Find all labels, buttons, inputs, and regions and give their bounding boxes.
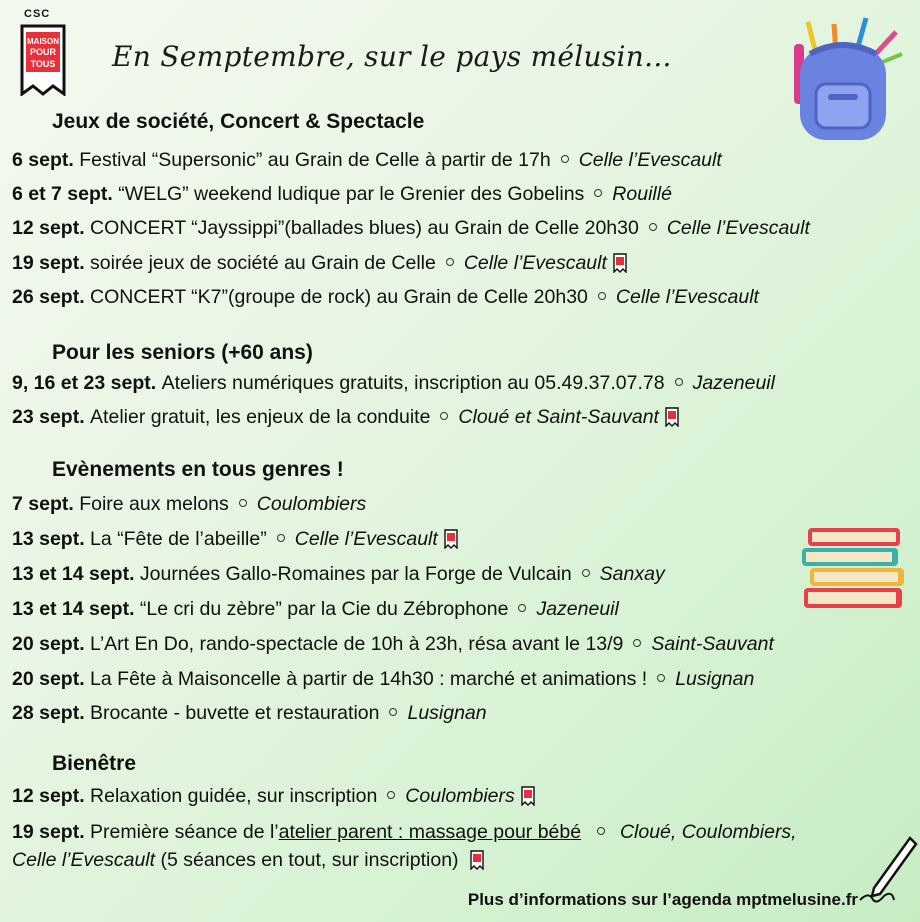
bullet-separator xyxy=(239,499,247,507)
event-place: Coulombiers xyxy=(256,493,367,515)
bullet-separator xyxy=(389,708,397,716)
event-text: Brocante - buvette et restauration xyxy=(90,702,380,724)
bullet-separator xyxy=(561,155,569,163)
event-date: 20 sept. xyxy=(12,668,91,690)
event-place-line2: Celle l’Evescault xyxy=(12,849,156,871)
event-place: Jazeneuil xyxy=(536,598,619,620)
event-place: Lusignan xyxy=(407,702,487,724)
bullet-separator xyxy=(440,412,448,420)
event-place: Cloué et Saint-Sauvant xyxy=(458,406,659,428)
event-text: “Le cri du zèbre” par la Cie du Zébrophone xyxy=(139,598,509,620)
event-place: Jazeneuil xyxy=(692,372,775,394)
footer-info: Plus d’informations sur l’agenda mptmelusine.fr xyxy=(467,890,858,909)
event-text: CONCERT “K7”(groupe de rock) au Grain de Celle 20h30 xyxy=(90,286,588,308)
event-place: Celle l’Evescault xyxy=(615,286,759,308)
event-date: 13 et 14 sept. xyxy=(12,563,140,585)
svg-text:POUR: POUR xyxy=(29,47,57,57)
event-text: La “Fête de l’abeille” xyxy=(90,528,267,550)
event-text: soirée jeux de société au Grain de Celle xyxy=(90,252,436,274)
bullet-separator xyxy=(387,791,395,799)
event-date: 9, 16 et 23 sept. xyxy=(12,372,162,394)
event-date: 6 et 7 sept. xyxy=(12,183,119,205)
event-text-after: (5 séances en tout, sur inscription) xyxy=(160,849,459,871)
bullet-separator xyxy=(597,827,605,835)
event-date: 19 sept. xyxy=(12,821,91,843)
event-row xyxy=(12,371,775,395)
event-row xyxy=(12,405,679,429)
event-place: Rouillé xyxy=(612,183,672,205)
event-text: Ateliers numériques gratuits, inscription au 05.49.37.07.78 xyxy=(161,372,665,394)
event-text-underlined: atelier parent : massage pour bébé xyxy=(278,821,582,843)
event-place: Celle l’Evescault xyxy=(578,149,722,171)
event-date: 20 sept. xyxy=(12,633,91,655)
event-date: 13 et 14 sept. xyxy=(12,598,140,620)
event-row xyxy=(12,216,810,240)
svg-text:TOUS: TOUS xyxy=(30,59,56,69)
event-text: La Fête à Maisoncelle à partir de 14h30 : marché et animations ! xyxy=(90,668,648,690)
event-row xyxy=(12,597,619,621)
bullet-separator xyxy=(657,674,665,682)
csc-mini-logo-icon xyxy=(665,405,679,427)
event-text: Foire aux melons xyxy=(79,493,229,515)
event-row xyxy=(12,251,627,275)
backpack-icon xyxy=(786,14,906,144)
event-date: 19 sept. xyxy=(12,252,91,274)
section-title-seniors: Pour les seniors (+60 ans) xyxy=(52,341,313,364)
event-text: L’Art En Do, rando-spectacle de 10h à 23h, résa avant le 13/9 xyxy=(90,633,624,655)
event-row xyxy=(12,701,487,725)
event-date: 6 sept. xyxy=(12,149,80,171)
event-text: CONCERT “Jayssippi”(ballades blues) au Grain de Celle 20h30 xyxy=(90,217,639,239)
event-text: Atelier gratuit, les enjeux de la conduite xyxy=(90,406,431,428)
event-date: 28 sept. xyxy=(12,702,91,724)
bullet-separator xyxy=(675,378,683,386)
event-row xyxy=(12,285,759,309)
event-date: 12 sept. xyxy=(12,217,91,239)
logo-badge-icon xyxy=(20,24,66,96)
bullet-separator xyxy=(633,639,641,647)
event-date: 12 sept. xyxy=(12,785,91,807)
bullet-separator xyxy=(518,604,526,612)
event-row xyxy=(12,182,672,206)
csc-mini-logo-icon xyxy=(470,848,484,870)
event-date: 26 sept. xyxy=(12,286,91,308)
event-place: Sanxay xyxy=(599,563,665,585)
event-text: Journées Gallo-Romaines par la Forge de Vulcain xyxy=(139,563,572,585)
event-row-atelier-parent xyxy=(12,820,797,844)
bullet-separator xyxy=(649,223,657,231)
section-title-jeux: Jeux de société, Concert & Spectacle xyxy=(52,110,425,133)
csc-mini-logo-icon xyxy=(444,527,458,549)
event-row xyxy=(12,784,535,808)
event-text: Relaxation guidée, sur inscription xyxy=(90,785,378,807)
csc-mini-logo-icon xyxy=(613,251,627,273)
csc-logo xyxy=(20,8,68,94)
bullet-separator xyxy=(582,569,590,577)
event-date: 13 sept. xyxy=(12,528,91,550)
bullet-separator xyxy=(446,258,454,266)
event-place: Celle l’Evescault xyxy=(294,528,438,550)
event-place: Celle l’Evescault xyxy=(463,252,607,274)
event-row xyxy=(12,667,754,691)
event-row xyxy=(12,492,366,516)
books-stack-icon xyxy=(800,520,910,615)
event-row xyxy=(12,562,665,586)
pencil-icon xyxy=(858,834,918,914)
event-place: Saint-Sauvant xyxy=(651,633,774,655)
event-text: Première séance de l’ xyxy=(90,821,279,843)
event-place: Cloué, Coulombiers, xyxy=(619,821,797,843)
event-row xyxy=(12,527,458,551)
bullet-separator xyxy=(598,292,606,300)
event-place: Coulombiers xyxy=(405,785,515,807)
bullet-separator xyxy=(277,534,285,542)
section-title-bienetre: Bienêtre xyxy=(52,752,137,775)
csc-mini-logo-icon xyxy=(521,784,535,806)
event-date: 23 sept. xyxy=(12,406,91,428)
event-date: 7 sept. xyxy=(12,493,80,515)
section-title-evenements: Evènements en tous genres ! xyxy=(52,458,344,481)
svg-text:MAISON: MAISON xyxy=(27,37,59,46)
event-row-atelier-parent-line2 xyxy=(12,848,484,872)
event-text: “WELG” weekend ludique par le Grenier des Gobelins xyxy=(118,183,585,205)
logo-csc-text: CSC xyxy=(24,8,51,20)
bullet-separator xyxy=(594,189,602,197)
event-row xyxy=(12,632,774,656)
event-place: Lusignan xyxy=(675,668,755,690)
headline: En Semptembre, sur le pays mélusin... xyxy=(112,40,672,73)
event-row xyxy=(12,148,722,172)
event-text: Festival “Supersonic” au Grain de Celle à partir de 17h xyxy=(79,149,551,171)
event-place: Celle l’Evescault xyxy=(666,217,810,239)
